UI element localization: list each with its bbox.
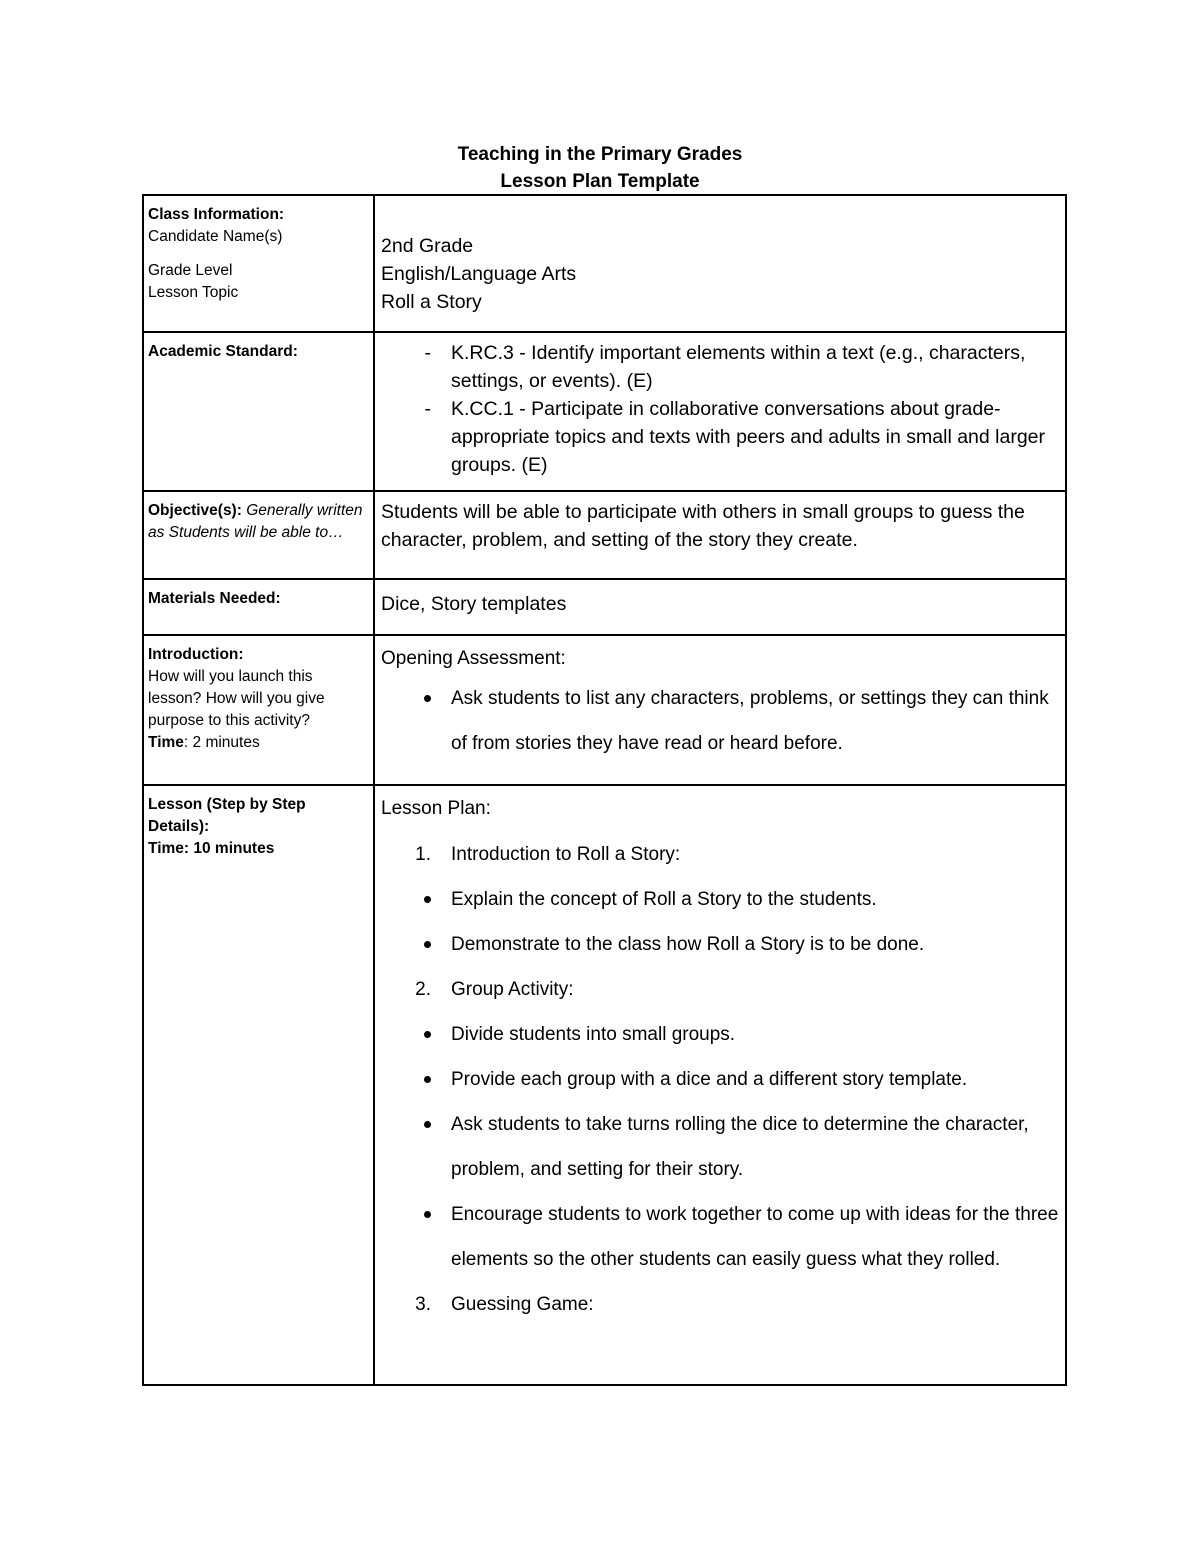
bullet-icon [424, 1076, 431, 1083]
cell-objectives-text [374, 491, 1066, 579]
title-line-1: Teaching in the Primary Grades [457, 144, 743, 165]
lesson-heading: Lesson Plan: [381, 798, 491, 819]
lesson-item-text: Encourage students to work together to come up with ideas for the three elements so the other students can easily guess what they rolled. [451, 1204, 1059, 1270]
materials-text: Dice, Story templates [381, 593, 567, 615]
list-item [381, 1057, 1059, 1102]
step-number: 2. [415, 979, 431, 1000]
cell-lesson-label [143, 785, 374, 1385]
list-item [381, 1102, 1059, 1192]
lesson-item-text: Explain the concept of Roll a Story to the students. [451, 889, 877, 910]
bullet-icon [424, 695, 431, 702]
field-grade-level: Grade Level [148, 262, 233, 279]
list-item [381, 676, 1059, 766]
step-number: 1. [415, 844, 431, 865]
row-materials [143, 579, 1066, 635]
materials-label: Materials Needed: [148, 590, 281, 607]
lesson-steps-list [381, 832, 1059, 1327]
dash-marker: - [424, 342, 431, 364]
row-academic-standard [143, 332, 1066, 491]
step-number: 3. [415, 1294, 431, 1315]
standard-item-2: K.CC.1 - Participate in collaborative conversations about grade-appropriate topics and texts with peers and adults in small and larger groups. (E) [451, 398, 1045, 476]
row-class-information [143, 195, 1066, 332]
list-item [381, 395, 1059, 479]
cell-standard-values [374, 332, 1066, 491]
value-topic: Roll a Story [381, 291, 482, 313]
bullet-icon [424, 1211, 431, 1218]
cell-introduction-content [374, 635, 1066, 785]
cell-introduction-label [143, 635, 374, 785]
introduction-bullet-1: Ask students to list any characters, problems, or settings they can think of from stories they have read or heard before. [451, 688, 1049, 754]
objectives-text: Students will be able to participate with others in small groups to guess the character, problem, and setting of the story they create. [381, 501, 1025, 551]
numbered-step [381, 832, 1059, 877]
cell-materials-text [374, 579, 1066, 635]
bullet-icon [424, 1031, 431, 1038]
row-objectives [143, 491, 1066, 579]
objectives-note: Generally written as Students will be able to… [148, 502, 363, 541]
value-grade: 2nd Grade [381, 235, 474, 257]
cell-standard-label [143, 332, 374, 491]
list-item [381, 339, 1059, 395]
value-subject: English/Language Arts [381, 263, 577, 285]
numbered-step [381, 1282, 1059, 1327]
cell-class-info-values [374, 195, 1066, 332]
row-lesson [143, 785, 1066, 1385]
standard-item-1: K.RC.3 - Identify important elements within a text (e.g., characters, settings, or events). (E) [451, 342, 1026, 392]
lesson-item-text: Provide each group with a dice and a different story template. [451, 1069, 968, 1090]
lesson-item-text: Ask students to take turns rolling the dice to determine the character, problem, and setting for their story. [451, 1114, 1029, 1180]
lesson-item-text: Guessing Game: [451, 1294, 594, 1315]
field-lesson-topic: Lesson Topic [148, 284, 239, 301]
cell-objectives-label [143, 491, 374, 579]
bullet-icon [424, 941, 431, 948]
lesson-item-text: Group Activity: [451, 979, 574, 1000]
field-candidate-name: Candidate Name(s) [148, 228, 283, 245]
list-item [381, 922, 1059, 967]
class-info-label: Class Information: [148, 206, 285, 223]
standard-label: Academic Standard: [148, 343, 298, 360]
page-title [0, 141, 1200, 195]
row-introduction [143, 635, 1066, 785]
dash-marker: - [424, 398, 431, 420]
lesson-label: Lesson (Step by Step Details): [148, 796, 306, 835]
lesson-item-text: Divide students into small groups. [451, 1024, 736, 1045]
bullet-icon [424, 896, 431, 903]
list-item [381, 1192, 1059, 1282]
introduction-prompt: How will you launch this lesson? How will you give purpose to this activity? [148, 668, 325, 729]
cell-class-info-label [143, 195, 374, 332]
cell-lesson-content [374, 785, 1066, 1385]
title-line-2: Lesson Plan Template [500, 171, 700, 192]
introduction-time: Time: 2 minutes [148, 734, 260, 751]
list-item [381, 877, 1059, 922]
introduction-label: Introduction: [148, 646, 244, 663]
lesson-plan-table [142, 194, 1067, 1386]
cell-materials-label [143, 579, 374, 635]
lesson-item-text: Demonstrate to the class how Roll a Story is to be done. [451, 934, 925, 955]
objectives-label: Objective(s): [148, 502, 242, 519]
lesson-item-text: Introduction to Roll a Story: [451, 844, 681, 865]
bullet-icon [424, 1121, 431, 1128]
list-item [381, 1012, 1059, 1057]
introduction-heading: Opening Assessment: [381, 648, 566, 669]
numbered-step [381, 967, 1059, 1012]
lesson-time: Time: 10 minutes [148, 840, 275, 857]
